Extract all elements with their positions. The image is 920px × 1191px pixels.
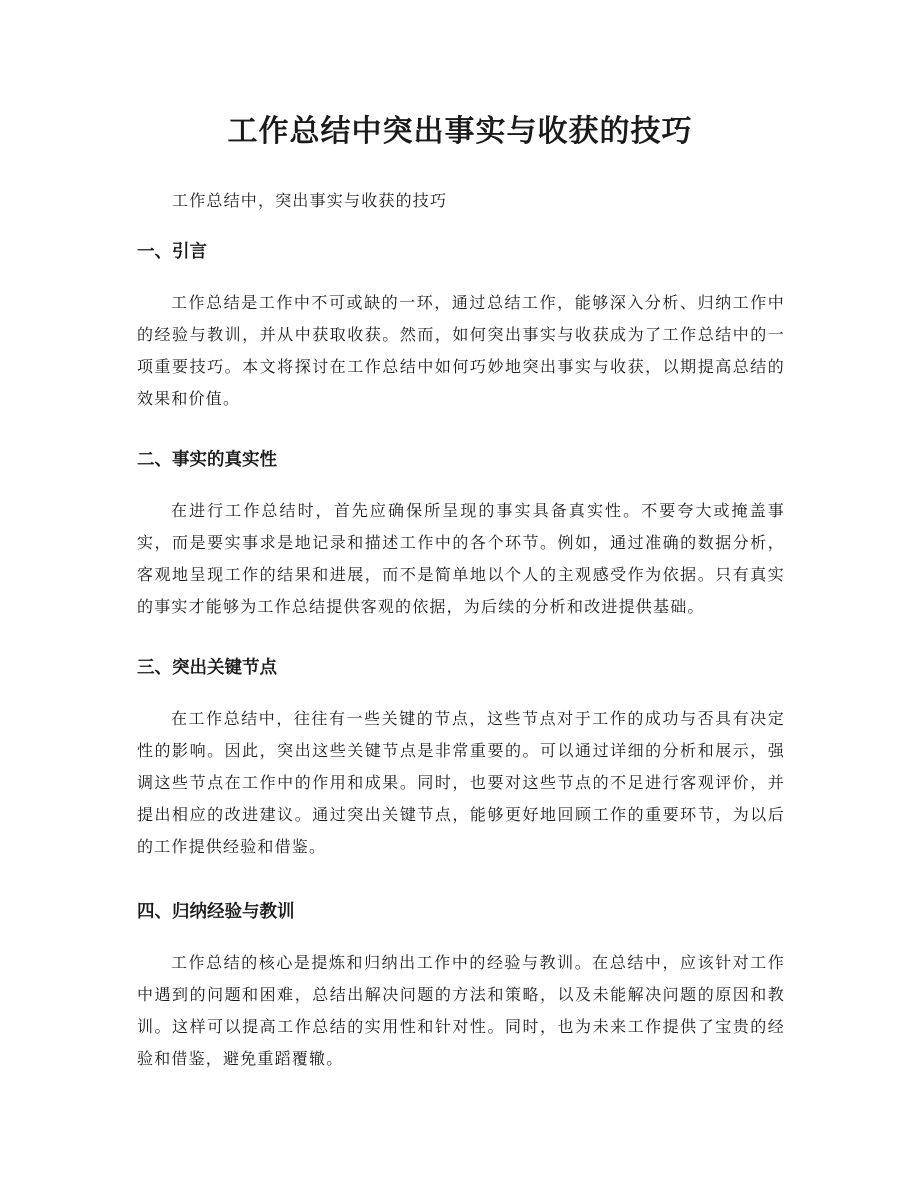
document-title: 工作总结中突出事实与收获的技巧 [227, 114, 693, 149]
section-heading-key-nodes: 三、突出关键节点 [137, 658, 277, 678]
section-paragraph-introduction: 工作总结是工作中不可或缺的一环，通过总结工作，能够深入分析、归纳工作中的经验与教训，并从中获取收获。然而，如何突出事实与收获成为了工作总结中的一项重要技巧。本文将探讨在工作总结中如何巧妙地突出事实与收获，以期提高总结的效果和价值。 [137, 293, 785, 408]
section-paragraph-lessons: 工作总结的核心是提炼和归纳出工作中的经验与教训。在总结中，应该针对工作中遇到的问题和困难，总结出解决问题的方法和策略，以及未能解决问题的原因和教训。这样可以提高工作总结的实用性和针对性。同时，也为未来工作提供了宝贵的经验和借鉴，避免重蹈覆辙。 [137, 953, 785, 1068]
section-paragraph-key-nodes: 在工作总结中，往往有一些关键的节点，这些节点对于工作的成功与否具有决定性的影响。因此，突出这些关键节点是非常重要的。可以通过详细的分析和展示，强调这些节点在工作中的作用和成果。同时，也要对这些节点的不足进行客观评价，并提出相应的改进建议。通过突出关键节点，能够更好地回顾工作的重要环节，为以后的工作提供经验和借鉴。 [137, 709, 785, 856]
section-paragraph-authenticity: 在进行工作总结时，首先应确保所呈现的事实具备真实性。不要夸大或掩盖事实，而是要实事求是地记录和描述工作中的各个环节。例如，通过准确的数据分析，客观地呈现工作的结果和进展，而不是简单地以个人的主观感受作为依据。只有真实的事实才能够为工作总结提供客观的依据，为后续的分析和改进提供基础。 [137, 501, 785, 616]
document-subtitle: 工作总结中，突出事实与收获的技巧 [172, 191, 448, 210]
section-heading-authenticity: 二、事实的真实性 [137, 450, 277, 470]
section-heading-introduction: 一、引言 [137, 242, 207, 262]
section-heading-lessons: 四、归纳经验与教训 [137, 902, 295, 922]
